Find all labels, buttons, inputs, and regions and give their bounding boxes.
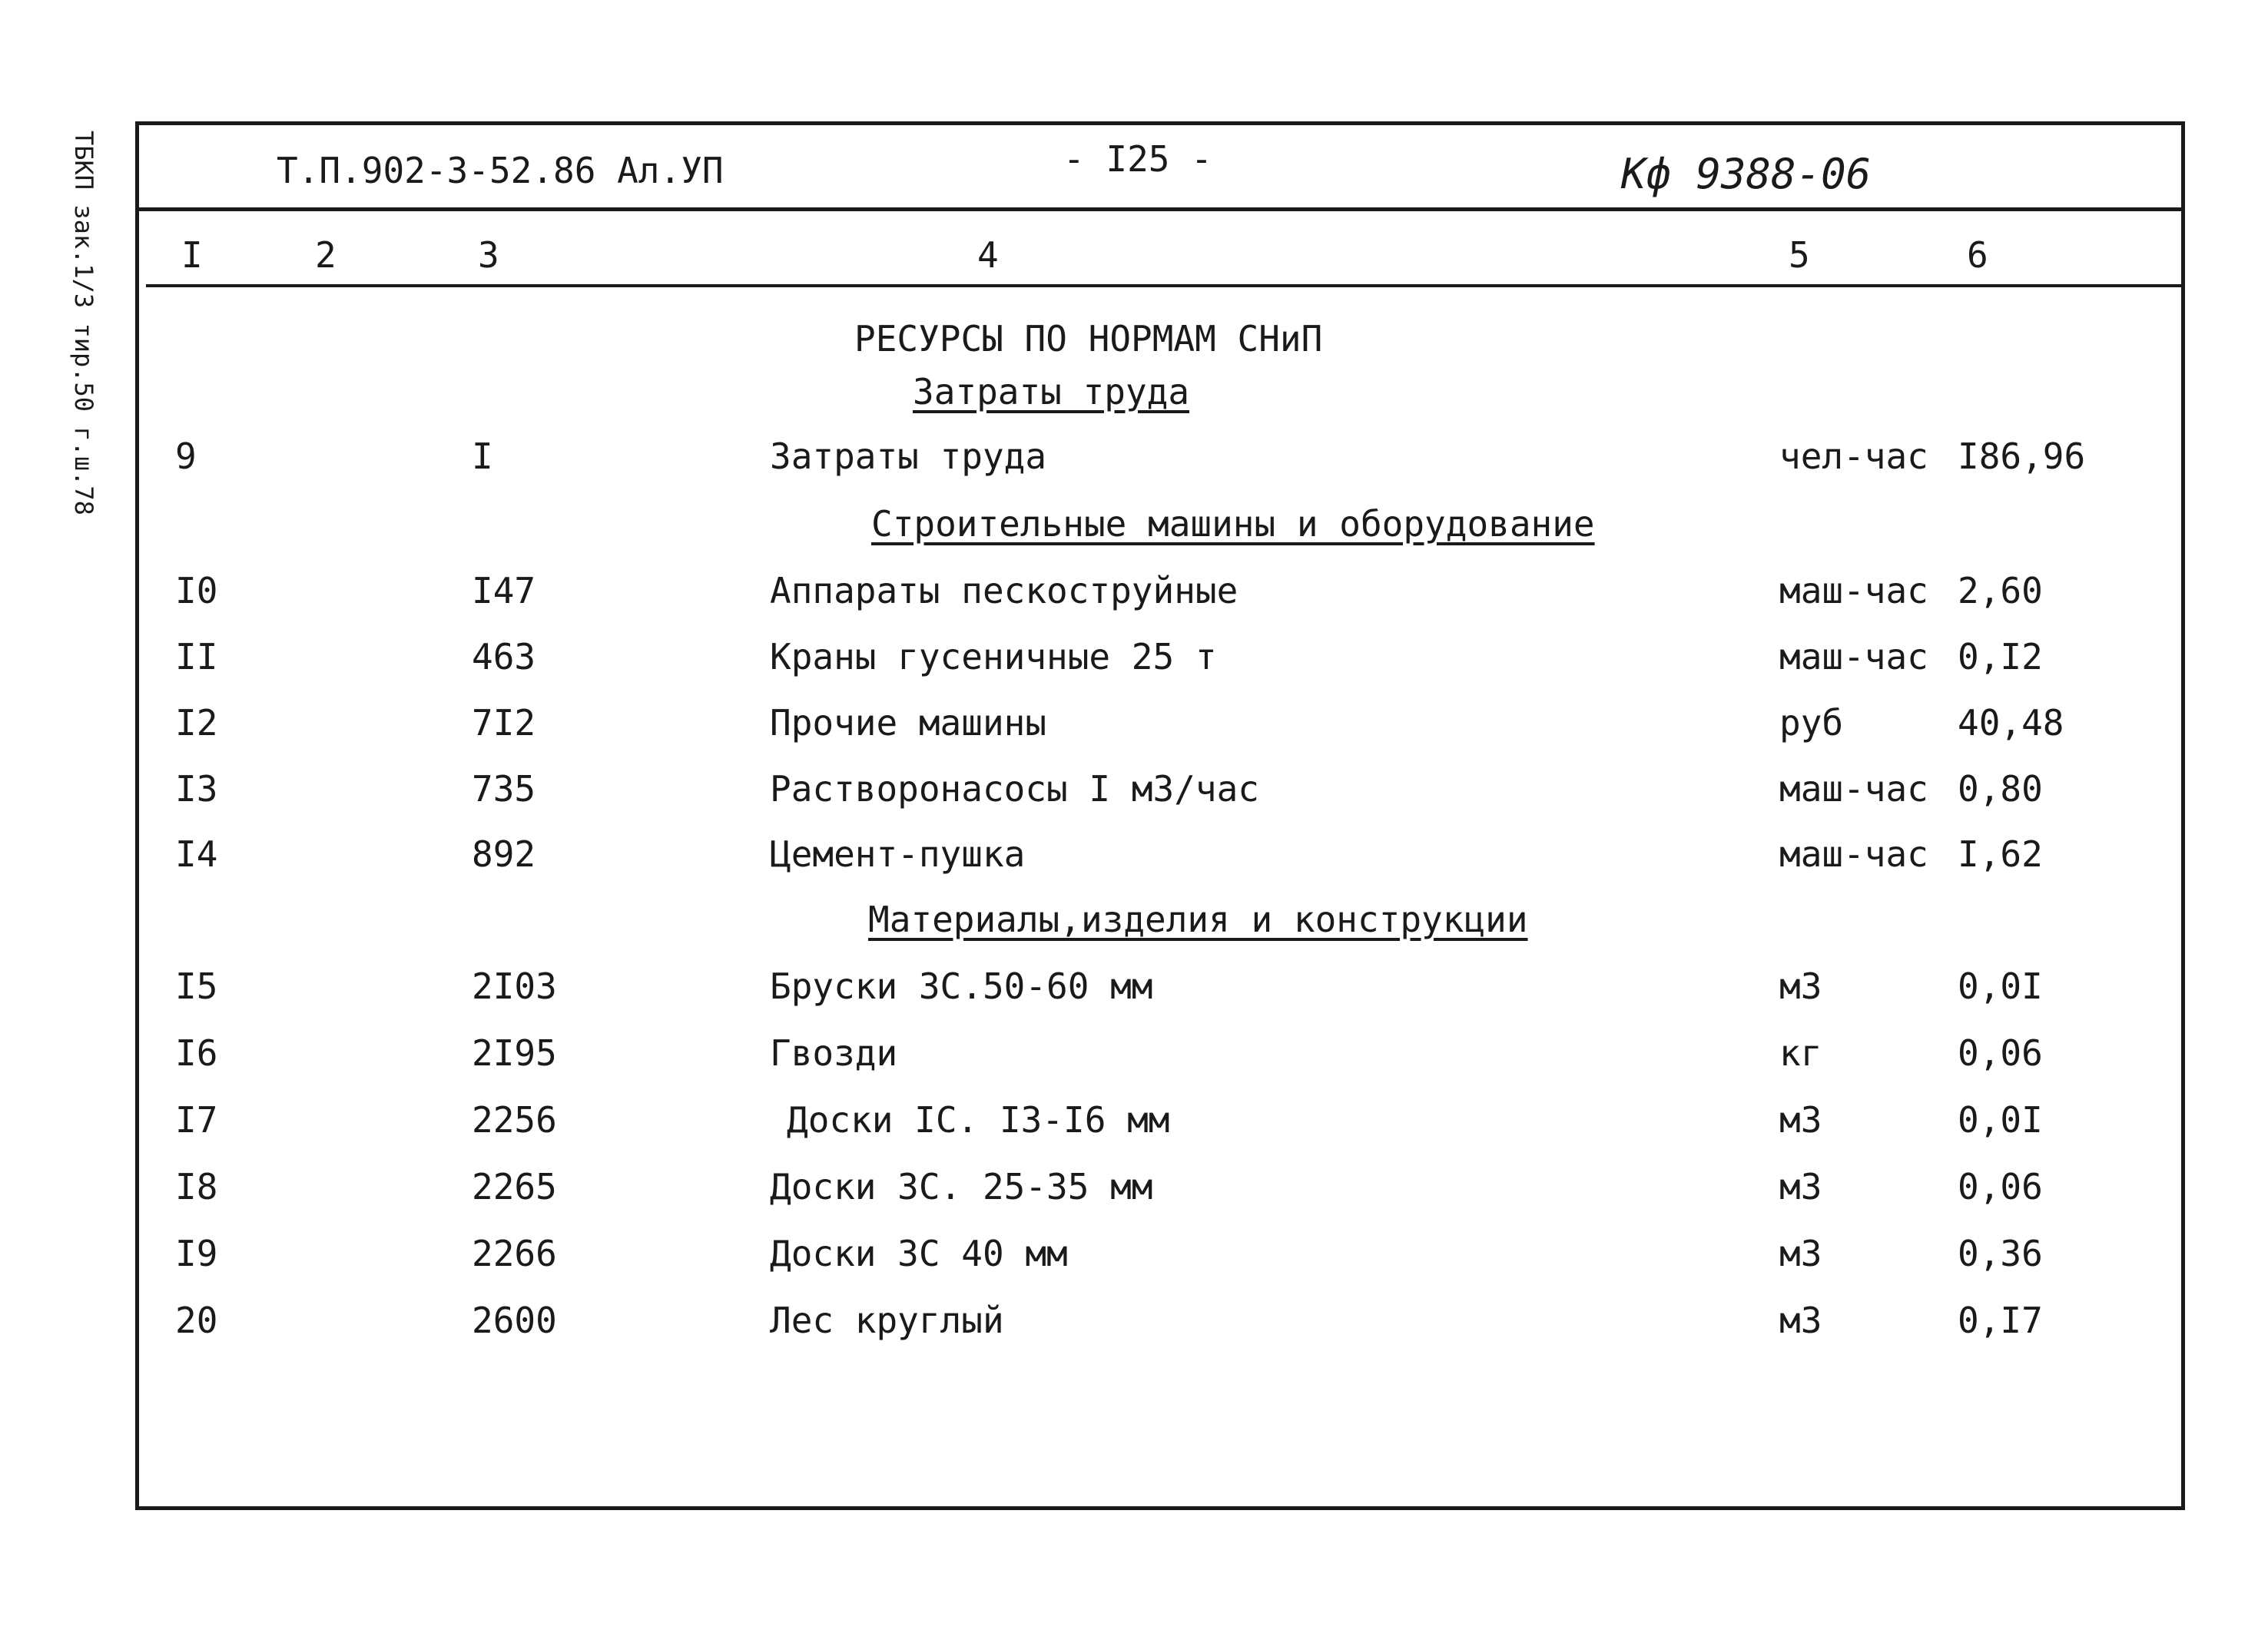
column-number-3: 3 [478,234,499,276]
unit: м3 [1779,1099,1822,1141]
unit: маш-час [1779,636,1928,677]
quantity: I,62 [1958,833,2043,875]
quantity: 0,36 [1958,1233,2043,1274]
row-number: I9 [175,1233,218,1274]
resource-code: 735 [472,768,536,810]
resource-code: 2I95 [472,1032,557,1074]
resource-code: 7I2 [472,702,536,744]
section-heading-materials: Материалы,изделия и конструкции [868,899,1528,940]
row-number: I4 [175,833,218,875]
unit: маш-час [1779,768,1928,810]
unit: м3 [1779,1166,1822,1207]
column-number-5: 5 [1789,234,1810,276]
unit: м3 [1779,966,1822,1007]
resource-code: I47 [472,570,536,611]
archive-code: Кф 9388-06 [1621,150,1872,198]
resource-code: 2I03 [472,966,557,1007]
table-row [0,636,2268,682]
quantity: I86,96 [1958,436,2086,477]
table-row [0,436,2268,482]
table-row [0,702,2268,748]
column-number-4: 4 [977,234,999,276]
row-number: I3 [175,768,218,810]
quantity: 0,06 [1958,1032,2043,1074]
resource-code: 2266 [472,1233,557,1274]
quantity: 0,06 [1958,1166,2043,1207]
resource-code: I [472,436,493,477]
column-number-divider [146,284,2185,287]
column-number-2: 2 [315,234,337,276]
row-number: 20 [175,1300,218,1341]
resource-name: Доски 3С. 25-35 мм [770,1166,1153,1207]
table-row [0,768,2268,814]
column-number-1: I [181,234,203,276]
table-row [0,833,2268,879]
unit: м3 [1779,1300,1822,1341]
unit: чел-час [1779,436,1928,477]
quantity: 0,I7 [1958,1300,2043,1341]
resource-name: Краны гусеничные 25 т [770,636,1217,677]
table-row [0,1099,2268,1145]
side-stamp: ТБКП зак.1/3 тир.50 г.ш.78 [69,131,98,515]
unit: м3 [1779,1233,1822,1274]
table-row [0,1300,2268,1346]
unit: маш-час [1779,833,1928,875]
row-number: 9 [175,436,197,477]
document-code: Т.П.902-3-52.86 Ал.УП [277,150,724,191]
resource-code: 892 [472,833,536,875]
table-row [0,570,2268,616]
resource-name: Аппараты пескоструйные [770,570,1238,611]
unit: маш-час [1779,570,1928,611]
resource-name: Бруски 3С.50-60 мм [770,966,1153,1007]
resource-name: Затраты труда [770,436,1047,477]
resource-name: Гвозди [770,1032,898,1074]
resource-code: 2265 [472,1166,557,1207]
resource-name: Растворонасосы I м3/час [770,768,1259,810]
resource-code: 463 [472,636,536,677]
table-row [0,966,2268,1012]
header-divider [138,207,2185,211]
row-number: I8 [175,1166,218,1207]
table-row [0,1166,2268,1212]
table-row [0,1032,2268,1078]
unit: руб [1779,702,1844,744]
row-number: II [175,636,218,677]
resource-name: Доски 3С 40 мм [770,1233,1068,1274]
row-number: I6 [175,1032,218,1074]
table-row [0,1233,2268,1279]
table-title: РЕСУРСЫ ПО НОРМАМ СНиП [854,318,1323,359]
resource-name: Лес круглый [770,1300,1004,1341]
column-number-6: 6 [1967,234,1988,276]
section-heading-machines: Строительные машины и оборудование [871,503,1595,545]
row-number: I5 [175,966,218,1007]
quantity: 0,80 [1958,768,2043,810]
row-number: I7 [175,1099,218,1141]
quantity: 0,0I [1958,1099,2043,1141]
resource-code: 2256 [472,1099,557,1141]
quantity: 2,60 [1958,570,2043,611]
resource-name: Доски IС. I3-I6 мм [787,1099,1170,1141]
unit: кг [1779,1032,1822,1074]
section-heading-labour: Затраты труда [913,371,1190,412]
quantity: 0,I2 [1958,636,2043,677]
page-number: - I25 - [1063,138,1212,180]
row-number: I0 [175,570,218,611]
row-number: I2 [175,702,218,744]
resource-name: Цемент-пушка [770,833,1026,875]
resource-name: Прочие машины [770,702,1047,744]
quantity: 0,0I [1958,966,2043,1007]
quantity: 40,48 [1958,702,2064,744]
resource-code: 2600 [472,1300,557,1341]
